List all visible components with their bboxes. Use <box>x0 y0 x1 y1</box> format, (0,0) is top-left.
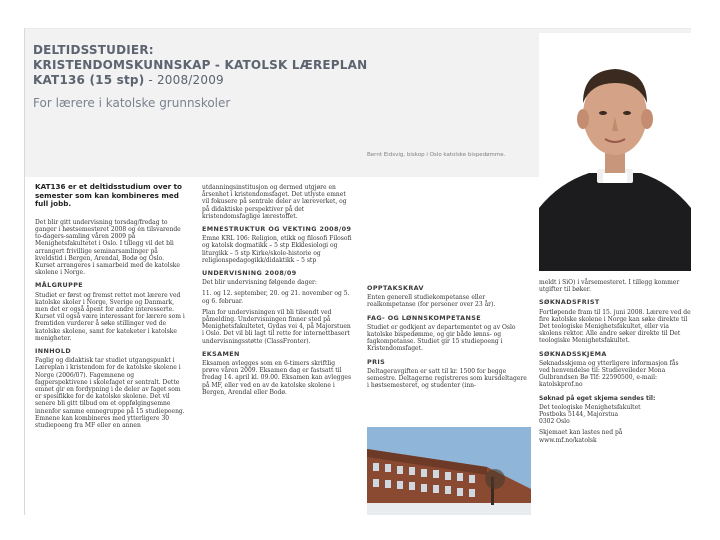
intro-paragraph: Det blir gitt undervisning torsdag/fredag to ganger i høstsemesteret 2008 og én tilsvarende to-dagers-samling våren 2009 på Menighetsfakultetet i Oslo. I tillegg vil det bli arrangert frivillige seminarsamlinger på kveldstid i Bergen, Arendal, Bodø og Oslo. Kurset arrangeres i samarbeid med de katolske skolene i Norge. <box>35 218 181 277</box>
portrait-svg <box>539 33 691 271</box>
emnestruktur-text: Emne KRL 106: Religion, etikk og filosofi Filosofi og katolsk dogmatikk – 5 stp Ekklesiologi og liturgikk – 5 stp Kirke/skole-historie og religionspedagogikk/didaktikk – 5 stp <box>202 235 352 264</box>
column-1 <box>35 179 185 433</box>
fag-text: Studiet er godkjent av departementet og av Oslo katolske bispedømme, og gir både lønns- og fagkompetanse. Studiet gir 15 studiepoeng i Kristendomsfaget. <box>367 323 516 353</box>
heading-eksamen: EKSAMEN <box>202 349 240 358</box>
heading-undervisning: UNDERVISNING 2008/09 <box>202 269 297 278</box>
faculty-building-image <box>367 427 531 515</box>
undervisning-dates: 11. og 12. september, 20. og 21. november og 5. og 6. februar. <box>202 290 350 305</box>
soknadsfrist-text: Fortløpende fram til 15. juni 2008. Lærere ved de fire katolske skolene i Norge kan søke direkte til Det teologiske Menighetsfakultet, eller via skolens rektor. Alle andre søker direkte til Det teologiske Menighetsfakultet. <box>539 308 691 345</box>
column-2 <box>202 184 352 400</box>
undervisning-lead: Det blir undervisning følgende dager: <box>202 279 317 287</box>
title-line-1: DELTIDSSTUDIER: <box>33 43 154 57</box>
course-code: KAT136 (15 stp) <box>33 73 145 87</box>
column-4 <box>539 279 691 448</box>
course-year: - 2008/2009 <box>144 73 224 87</box>
eksamen-text: Eksamen avlegges som en 6-timers skriftlig prøve våren 2009. Eksamen dag er fastsatt til fredag 14. april kl. 09.00. Eksamen kan avlegges på MF, eller ved en av de katolske skolene i Bergen, Arendal eller Bodø. <box>202 360 352 396</box>
col2-intro: utdanningsinstitusjon og dermed utgjøre en årsenhet i kristendomsfaget. Det utlyste emnet vil fokusere på sentrale deler av læreverket, og på didaktiske perspektiver på det kristendomsfaglige lærestoffet. <box>202 184 347 220</box>
column-3 <box>367 279 527 393</box>
document-page <box>24 28 691 515</box>
undervisning-plan: Plan for undervisningen vil bli tilsendt ved påmelding. Undervisningen finner sted på Menighetsfakultetet, Gydas vei 4, på Majorstuen i Oslo. Det vil bli lagt til rette for internettbasert undervisningsstøtte (ClassFronter). <box>202 308 351 345</box>
innhold-text: Faglig og didaktisk tar studiet utgangspunkt i Læreplan i kristendom for de katolske skolene i Norge (2006/07). Fagemnene og fagperspektivene i skolefaget er sentralt. Dette emnet gir en fordypning i de deler av faget som er spesifikke for de katolske skolene. Det vil senere bli gitt tilbud om et oppfølgingsemne innenfor samme emnegruppe på 15 studiepoeng. Emnene kan kombineres med ytterligere 30 studiepoeng fra MF eller en annen <box>35 357 185 430</box>
maalgruppe-text: Studiet er først og fremst rettet mot lærere ved katolske skoler i Norge, Sverige og Danmark, men det er også åpent for andre interesserte. Kurset vil også være interessant for lærere som i fremtiden vurderer å søke stillinger ved de katolske skolene, samt for kateketer i katolske menigheter. <box>35 291 185 342</box>
heading-pris: PRIS <box>367 357 386 366</box>
photo-caption: Bernt Eidsvig, biskop i Oslo katolske bispedømme. <box>367 152 506 158</box>
title-block <box>33 43 373 110</box>
building-svg <box>367 427 531 515</box>
title-line-2: KRISTENDOMSKUNNSKAP - KATOLSK LÆREPLAN <box>33 58 368 72</box>
lead-paragraph: KAT136 er et deltidsstudium over to semester som kan kombineres med full jobb. <box>35 182 182 209</box>
address-line-2: Postboks 5144, Majorstua <box>539 411 619 419</box>
heading-fag: FAG- OG LØNNSKOMPETANSE <box>367 313 482 322</box>
bishop-portrait-image <box>539 33 691 271</box>
heading-maalgruppe: MÅLGRUPPE <box>35 281 84 290</box>
heading-emnestruktur: EMNESTRUKTUR OG VEKTING 2008/09 <box>202 225 352 234</box>
col4-intro: meldt i SiO) i vårsemesteret. I tillegg kommer utgifter til bøker. <box>539 279 680 294</box>
address-line-3: 0302 Oslo <box>539 418 570 426</box>
pris-text: Deltageravgiften er satt til kr. 1500 for begge semestre. Deltagerne registreres som kursdeltagere i høstsemesteret, og studenter (inn- <box>367 367 527 390</box>
send-lead: Søknad på eget skjema sendes til: <box>539 394 656 402</box>
page-subtitle: For lærere i katolske grunnskoler <box>33 96 231 110</box>
soknadsskjema-text: Søknadsskjema og ytterligere informasjon fås ved henvendelse til: Studieveileder Mona Gulbrandsen Bø Tlf: 22590500, e-mail: katolskprof.no <box>539 359 679 389</box>
address-line-1: Det teologiske Menighetsfakultet <box>539 403 641 411</box>
heading-soknadsskjema: SØKNADSSKJEMA <box>539 349 607 358</box>
title-line-3 <box>33 73 373 88</box>
heading-innhold: INNHOLD <box>35 347 72 356</box>
web-link[interactable]: www.mf.no/katolsk <box>539 436 597 444</box>
opptakskrav-text: Enten generell studiekompetanse eller realkompetanse (for personer over 23 år). <box>367 294 496 309</box>
heading-opptakskrav: OPPTAKSKRAV <box>367 284 424 292</box>
heading-soknadsfrist: SØKNADSFRIST <box>539 298 600 307</box>
web-lead: Skjemaet kan lastes ned på <box>539 429 623 437</box>
